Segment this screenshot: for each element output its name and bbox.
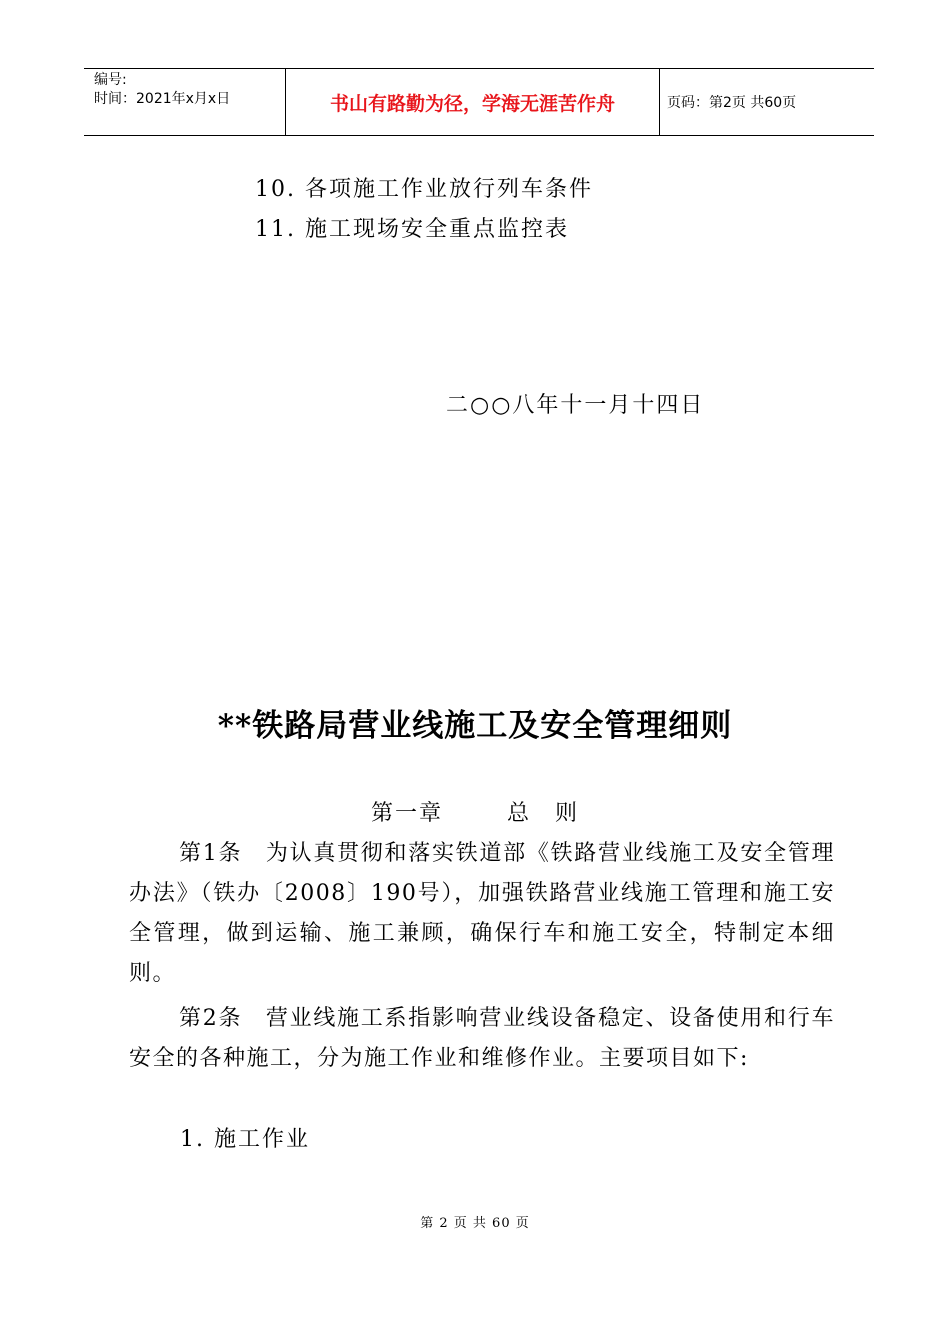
header-motto: 书山有路勤为径，学海无涯苦作舟 (286, 69, 660, 135)
chapter-name: 总 则 (507, 801, 580, 826)
chapter-heading (0, 796, 950, 827)
list-item: 11. 施工现场安全重点监控表 (255, 217, 569, 242)
document-date: 二○○八年十一月十四日 (446, 393, 705, 418)
list-item: 1. 施工作业 (180, 1127, 310, 1152)
article-paragraph: 第1条 为认真贯彻和落实铁道部《铁路营业线施工及安全管理办法》（铁办〔2008〕190号），加强铁路营业线施工管理和施工安全管理，做到运输、施工兼顾，确保行车和施工安全，特制定本细则。 (129, 841, 835, 986)
page-header (84, 68, 874, 136)
header-meta (84, 69, 286, 135)
list-item: 10. 各项施工作业放行列车条件 (255, 177, 593, 202)
page-footer: 第 2 页 共 60 页 (420, 1216, 530, 1231)
document-time: 时间：2021年x月x日 (94, 91, 231, 107)
article-paragraph: 第2条 营业线施工系指影响营业线设备稳定、设备使用和行车安全的各种施工，分为施工作业和维修作业。主要项目如下: (129, 1006, 835, 1071)
header-page-number: 页码：第2页 共60页 (667, 95, 797, 111)
document-number: 编号: (94, 72, 127, 88)
chapter-number: 第一章 (370, 801, 443, 826)
document-title: **铁路局营业线施工及安全管理细则 (217, 708, 733, 744)
